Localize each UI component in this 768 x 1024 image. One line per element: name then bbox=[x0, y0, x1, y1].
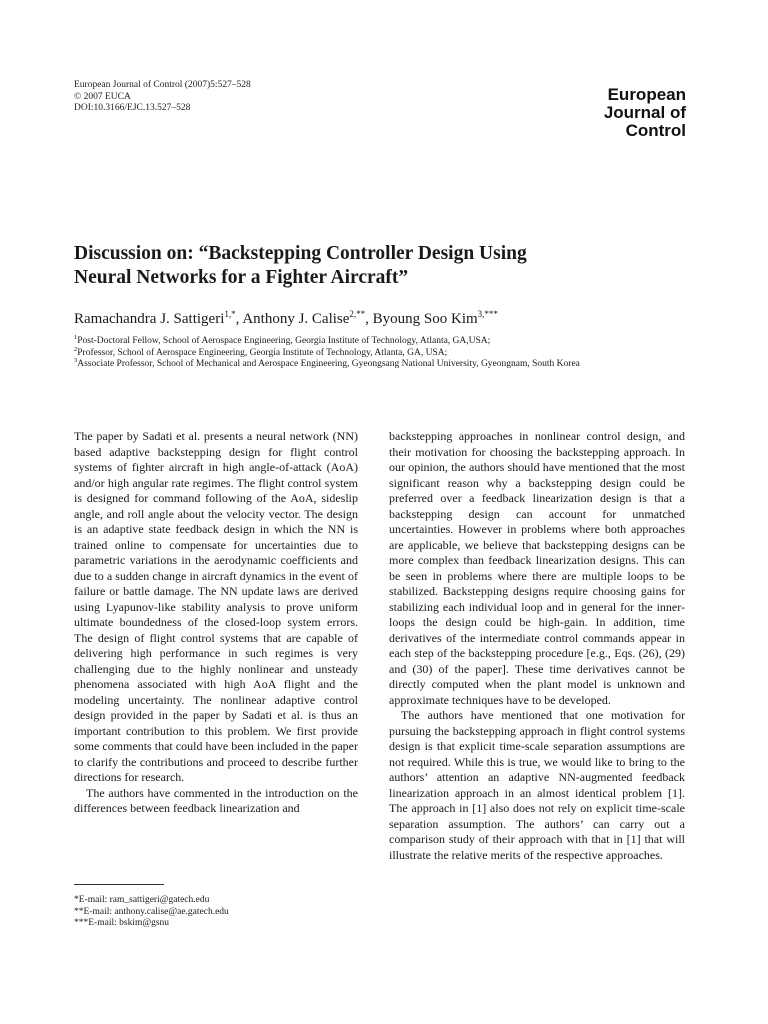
author-name: Byoung Soo Kim bbox=[372, 311, 478, 327]
affiliation-item bbox=[74, 345, 714, 360]
affiliation-number: 1 bbox=[74, 333, 78, 341]
author-mark: 3,*** bbox=[477, 309, 498, 319]
logo-line-2: Journal of bbox=[603, 103, 686, 122]
body-column-left bbox=[74, 429, 358, 817]
journal-logo bbox=[546, 86, 686, 140]
author-separator: , bbox=[365, 311, 373, 327]
journal-metadata bbox=[74, 80, 251, 115]
affiliation-item bbox=[74, 333, 714, 348]
affiliation-number: 3 bbox=[74, 356, 78, 364]
body-paragraph: The authors have commented in the introduction on the differences between feedback linearization and bbox=[74, 785, 358, 815]
title-line-1: Discussion on: “Backstepping Controller Design Using bbox=[74, 243, 527, 264]
affiliation-text: Post-Doctoral Fellow, School of Aerospace Engineering, Georgia Institute of Technology, Atlanta, GA,USA; bbox=[77, 336, 491, 346]
affiliation-item bbox=[74, 356, 714, 371]
logo-line-1: European bbox=[607, 85, 686, 104]
affiliations bbox=[74, 333, 714, 371]
affiliation-text: Professor, School of Aerospace Engineering, Georgia Institute of Technology, Atlanta, GA, USA; bbox=[77, 347, 448, 358]
doi-line: DOI:10.3166/EJC.13.527–528 bbox=[74, 103, 191, 113]
footnote-email: **E-mail: anthony.calise@ae.gatech.edu bbox=[74, 906, 229, 917]
author-list bbox=[74, 310, 694, 328]
body-paragraph: The authors have mentioned that one motivation for pursuing the backstepping approach in flight control systems design is that explicit time-scale separation assumptions are not required. While this is true, we would like to bring to the authors’ attention an adaptive NN-augmented feedback linearization approach in an almost identical problem [1]. The approach in [1] also does not rely on explicit time-scale separation assumption. The authors’ can carry out a comparison study of their approach with that in [1] that will illustrate the relative merits of the respective approaches. bbox=[389, 708, 685, 862]
author-mark: 1,* bbox=[224, 309, 236, 319]
footnote-email: *E-mail: ram_sattigeri@gatech.edu bbox=[74, 895, 210, 905]
logo-line-3: Control bbox=[625, 121, 686, 140]
footnote-email: ***E-mail: bskim@gsnu bbox=[74, 918, 170, 928]
body-paragraph: The paper by Sadati et al. presents a neural network (NN) based adaptive backstepping design for flight control systems of fighter aircraft in high angle-of-attack (AoA) and/or high angular rate regimes. The flight control system is designed for command following of the AoA, sideslip angle, and roll angle about the velocity vector. The design is an adaptive state feedback design in which the NN is trained online to compensate for uncertainties due to parametric variations in the aerodynamic coefficients and due to a sudden change in aircraft dynamics in the event of failure or battle damage. The NN update laws are derived using Lyapunov-like stability analysis to prove uniform ultimate boundedness of the closed-loop system errors. The design of flight control systems that are capable of delivering high performance in such regimes is very challenging due to the highly nonlinear and unsteady phenomena associated with high AoA flight and the modeling uncertainty. The nonlinear adaptive control design provided in the paper by Sadati et al. is thus an important contribution to this problem. We first provide some comments that could have been included in the paper to clarify the contributions and proceed to describe further directions for research. bbox=[74, 429, 358, 784]
body-column-right bbox=[389, 429, 685, 863]
paper-title bbox=[74, 242, 694, 290]
footnote-divider bbox=[74, 884, 164, 885]
author-separator: , bbox=[235, 311, 243, 327]
author-mark: 2,** bbox=[349, 309, 366, 319]
footnotes bbox=[74, 895, 358, 930]
author-name: Ramachandra J. Sattigeri bbox=[74, 311, 225, 327]
author-name: Anthony J. Calise bbox=[242, 311, 350, 327]
affiliation-text: Associate Professor, School of Mechanical and Aerospace Engineering, Gyeongsang National University, Gyeongnam, South Korea bbox=[77, 359, 580, 369]
journal-citation: European Journal of Control (2007)5:527–528 bbox=[74, 80, 251, 90]
body-paragraph: backstepping approaches in nonlinear control design, and their motivation for choosing the backstepping approach. In our opinion, the authors should have mentioned that the most significant reason why a backstepping design could be preferred over a feedback linearization design is that a backstepping design can account for unmatched uncertainties. However in problems where both approaches are applicable, we believe that backstepping designs can be more complex than feedback linearization designs. This can be seen in problems where there are multiple loops to be stabilized. Backstepping designs require choosing gains for stabilizing each individual loop and in general for the inner-loops the design could be high-gain. In addition, time derivatives of the intermediate control commands appear in each step of the backstepping procedure [e.g., Eqs. (26), (29) and (30) of the paper]. These time derivatives cannot be directly computed when the plant model is unknown and approximate techniques have to be developed. bbox=[389, 429, 685, 707]
title-line-2: Neural Networks for a Fighter Aircraft” bbox=[74, 267, 409, 288]
copyright-line: © 2007 EUCA bbox=[74, 91, 131, 102]
affiliation-number: 2 bbox=[74, 345, 78, 353]
